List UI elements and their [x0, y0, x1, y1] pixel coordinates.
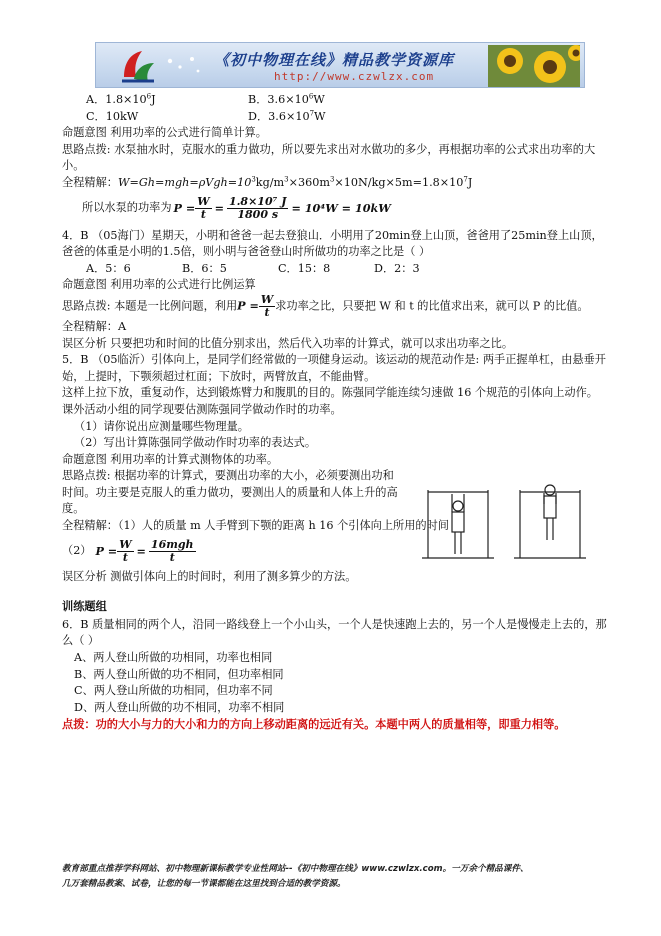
- q3-option-a: A．$1.8\times 10^6J$: [86, 92, 156, 106]
- q6-hint: 点拨：功的大小与力的大小和力的方向上移动距离的远近有关。本题中两人的质量相等，即重力相等。: [62, 717, 566, 732]
- q5-hint: 思路点拨: 根据功率的计算式，要测出功率的大小，必须要测出功和时间。功主要是克服人的重力做功，要测出人的质量和人体上升的高度。: [62, 469, 398, 516]
- q4-option-a: A．5：6: [86, 261, 131, 275]
- q3-option-b: B．$3.6\times 10^6W$: [248, 92, 325, 106]
- decorative-dots-icon: [164, 53, 204, 79]
- document-body: [62, 92, 607, 733]
- banner-url[interactable]: http://www.czwlzx.com: [274, 70, 435, 83]
- q5-formula: （2） P = $\frac{W}{t}$ = $\frac{\text{16mgh}}{t}$: [62, 538, 194, 565]
- fraction-16mgh-over-t: $\frac{\text{16mgh}}{t}$: [150, 538, 194, 565]
- q4-options: [62, 261, 607, 278]
- q5-mistake: 误区分析 测做引体向上的时间时，利用了测多算少的方法。: [62, 569, 357, 583]
- fraction-w-over-t: $\frac{W}{t}$: [260, 292, 274, 319]
- section-title-training: 训练题组: [62, 600, 107, 614]
- q3-option-c: C．10kW: [86, 109, 139, 123]
- fraction-w-over-t: $\frac{W}{t}$: [119, 538, 132, 565]
- fraction-work-over-time: $\frac{\text{1.8×10⁷ J}}{1800 s}$: [228, 195, 287, 222]
- q6-option-c: C、两人登山所做的功相同，但功率不同: [74, 684, 273, 698]
- fraction-w-over-t: $\frac{W}{t}$: [197, 195, 210, 222]
- q4-option-c: C．15：8: [278, 261, 331, 275]
- pull-up-figure-icon: [408, 484, 600, 564]
- q3-option-d: D．$3.6\times 10^7W$: [248, 108, 326, 123]
- q4-mistake: 误区分析 只要把功和时间的比值分别求出，然后代入功率的计算式，就可以求出功率之比。: [62, 336, 514, 350]
- sunflower-icon: [488, 45, 580, 87]
- q5-stem-continued: 这样上拉下放，重复动作，达到锻炼臂力和腹肌的目的。陈强同学能连续匀速做 16 个规范的引体向上动作。课外活动小组的同学现要估测陈强同学做动作时的功率。: [62, 386, 598, 416]
- site-logo-icon: [118, 47, 158, 85]
- q3-solution: 全程精解：$W=Gh=mgh=\rho Vgh=10^3kg/m^3\times 360m^3\times 10N/kg\times 5m=1.8\times 10^7J$: [62, 175, 473, 189]
- q3-options-row1: [62, 92, 607, 109]
- q4-solution: 全程精解：A: [62, 319, 127, 333]
- footer-line-1: 教育部重点推荐学科网站、初中物理新课标教学专业性网站--《初中物理在线》www.czwlzx.com。一万余个精品课件、: [62, 864, 529, 874]
- q3-hint: 思路点拨: 水泵抽水时，克服水的重力做功，所以要先求出对水做功的多少，再根据功率的公式求出功率的大小。: [62, 142, 596, 173]
- q4-option-b: B．6：5: [182, 261, 227, 275]
- q5-intent: 命题意图 利用功率的计算式测物体的功率。: [62, 452, 279, 466]
- q4-intent: 命题意图 利用功率的公式进行比例运算: [62, 278, 256, 292]
- q5-solution: 全程精解：（1）人的质量 m 人手臂到下颚的距离 h 16 个引体向上所用的时间: [62, 519, 449, 533]
- q4-option-d: D．2：3: [374, 261, 420, 275]
- q3-options-row2: [62, 109, 607, 126]
- q3-power-formula: 所以水泵的功率为 P = $\frac{W}{t}$ = $\frac{\text{1.8×10⁷ J}}{1800 s}$ = 10⁴W = 10kW: [82, 195, 391, 222]
- banner-title: 《初中物理在线》精品教学资源库: [214, 51, 455, 69]
- q4-hint: 思路点拨: 本题是一比例问题，利用P = $\frac{W}{t}$ 求功率之比，只要把 W 和 t 的比值求出来，就可以 P 的比值。: [62, 292, 589, 319]
- q5-sub2: （2）写出计算陈强同学做动作时功率的表达式。: [74, 436, 317, 450]
- q6-option-d: D、两人登山所做的功不相同，功率不相同: [74, 700, 285, 714]
- q6-option-a: A、两人登山所做的功相同，功率也相同: [74, 651, 273, 665]
- q5-sub1: （1）请你说出应测量哪些物理量。: [74, 419, 249, 433]
- q6-option-b: B、两人登山所做的功不相同，但功率相同: [74, 667, 284, 681]
- q5-stem: 5．B （05临沂）引体向上，是同学们经常做的一项健身运动。该运动的规范动作是: 两手正握单杠，由悬垂开始，上提时，下颚须超过杠面；下放时，两臂放直，不能曲臂。: [62, 353, 606, 383]
- q6-stem: 6．B 质量相同的两个人，沿同一路线登上一个小山头，一个人是快速跑上去的，另一个人是慢慢走上去的，那么（ ）: [62, 617, 607, 648]
- q4-stem: 4．B （05海门）星期天，小明和爸爸一起去登狼山．小明用了20min登上山顶，爸爸用了25min登上山顶，爸爸的体重是小明的1.5倍，则小明与爸爸登山时所做功的功率之比是（ ）: [62, 228, 603, 259]
- header-banner: [95, 42, 585, 88]
- q3-intent: 命题意图 利用功率的公式进行简单计算。: [62, 126, 267, 140]
- footer-line-2: 几万套精品教案、试卷，让您的每一节课都能在这里找到合适的教学资源。: [62, 879, 346, 889]
- page-footer: [62, 862, 607, 892]
